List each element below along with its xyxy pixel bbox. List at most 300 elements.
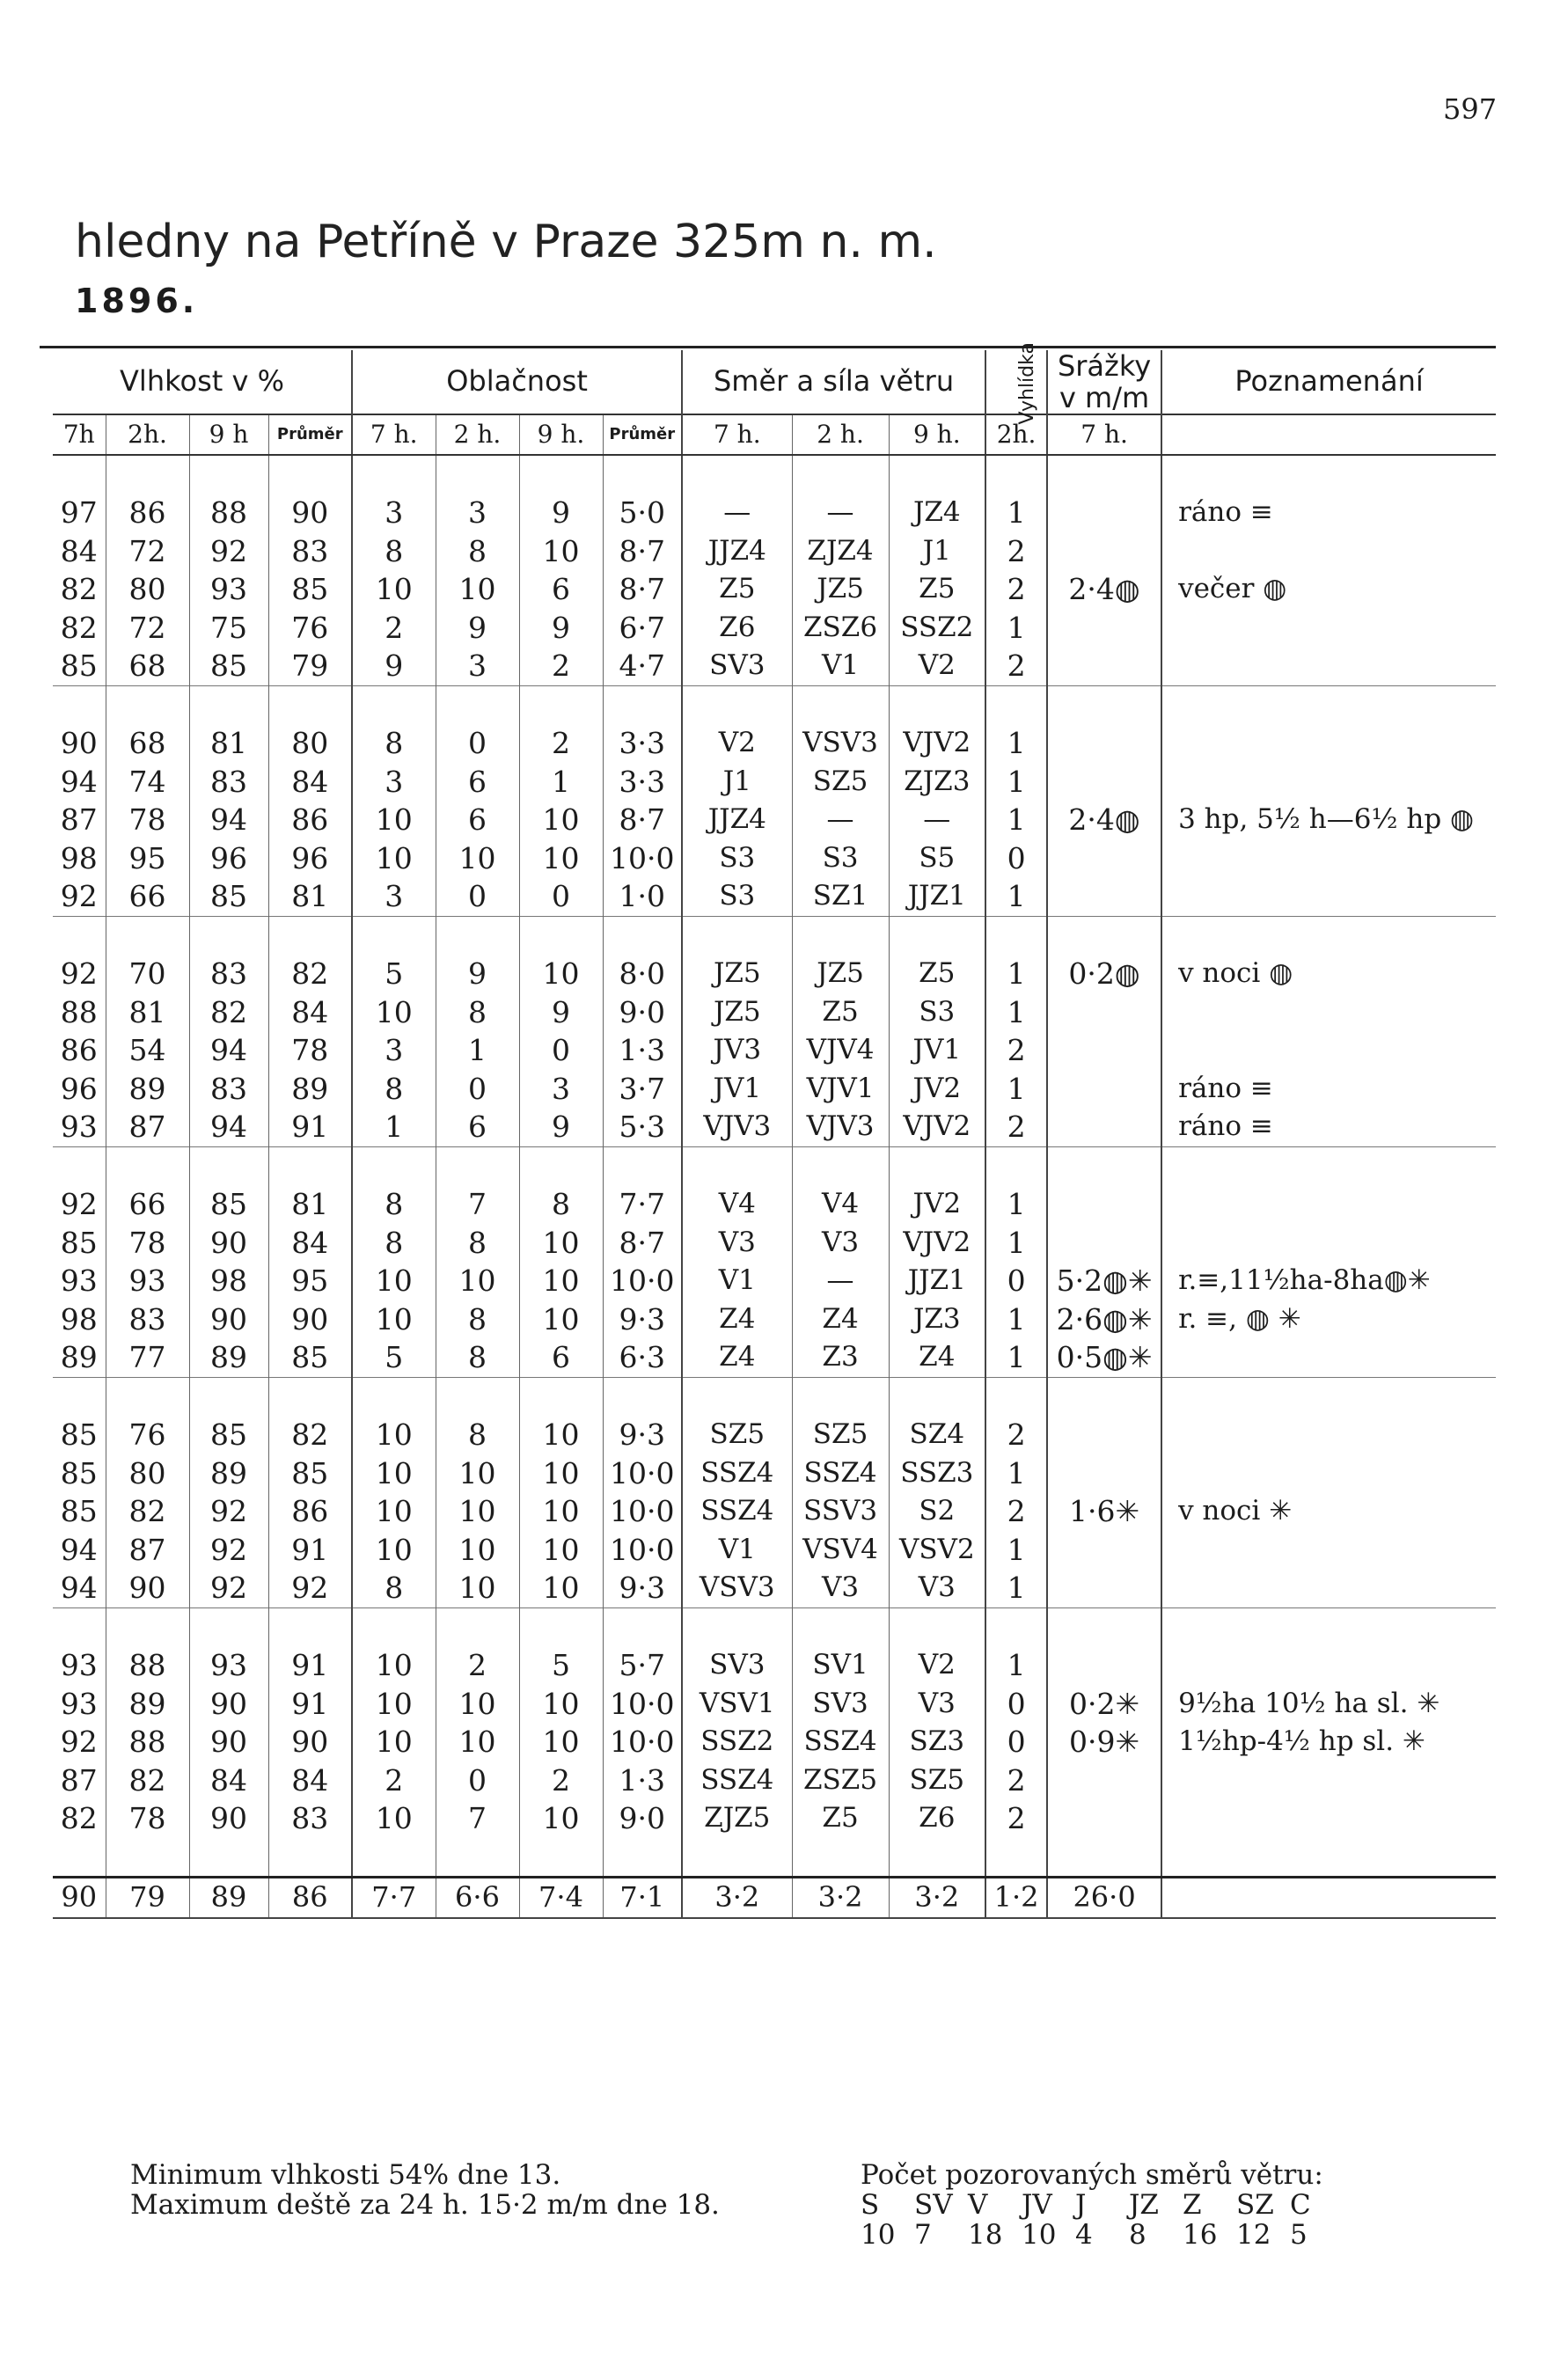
spacer-cell: [268, 1377, 352, 1416]
table-cell: Z4: [682, 1338, 792, 1377]
spacer-cell: [106, 455, 189, 494]
sub-c-avg: Průměr: [603, 414, 682, 455]
table-cell: Z4: [682, 1300, 792, 1339]
table-cell: Z6: [889, 1799, 985, 1838]
table-cell: 0·9✳: [1047, 1723, 1161, 1761]
spacer-cell: [519, 916, 603, 955]
table-cell: 0: [985, 1685, 1047, 1724]
spacer-row: [53, 1377, 1496, 1416]
spacer-cell: [985, 455, 1047, 494]
spacer-cell: [603, 1377, 682, 1416]
table-cell: 9: [519, 494, 603, 532]
table-cell: V2: [682, 724, 792, 763]
table-cell: V2: [889, 647, 985, 685]
table-cell: SV3: [682, 1646, 792, 1685]
table-cell: 1·3: [603, 1761, 682, 1800]
wind-direction-labels: [861, 2190, 1344, 2220]
spacer-cell: [519, 1377, 603, 1416]
table-cell: —: [792, 494, 889, 532]
day-row: [53, 1108, 1496, 1146]
spacer-cell: [53, 1838, 106, 1878]
humidity-header: Vlhkost v %: [53, 350, 352, 414]
table-cell: VJV2: [889, 724, 985, 763]
table-cell: 68: [106, 724, 189, 763]
day-row: [53, 1799, 1496, 1838]
table-cell: 10·0: [603, 1492, 682, 1531]
table-cell: 3·7: [603, 1070, 682, 1109]
table-cell: 1·0: [603, 877, 682, 916]
table-cell: 9·3: [603, 1569, 682, 1607]
table-cell: 94: [189, 1108, 268, 1146]
spacer-cell: [889, 916, 985, 955]
table-cell: 82: [53, 1799, 106, 1838]
spacer-cell: [985, 685, 1047, 724]
table-cell: 1: [985, 494, 1047, 532]
table-cell: 91: [268, 1685, 352, 1724]
table-cell: [1161, 1185, 1496, 1224]
table-cell: 5·7: [603, 1646, 682, 1685]
table-cell: ZJZ3: [889, 763, 985, 802]
spacer-cell: [682, 1607, 792, 1646]
table-cell: 86: [268, 1492, 352, 1531]
table-cell: 7: [436, 1185, 519, 1224]
table-cell: 10: [352, 993, 436, 1032]
table-cell: 10·0: [603, 1262, 682, 1300]
table-cell: V3: [682, 1224, 792, 1263]
table-cell: S3: [682, 839, 792, 878]
table-cell: 10: [436, 1454, 519, 1493]
table-cell: 76: [106, 1416, 189, 1454]
wind-direction-label: SZ: [1236, 2189, 1274, 2221]
table-cell: 7: [436, 1799, 519, 1838]
cloudiness-header: Oblačnost: [352, 350, 682, 414]
table-cell: 6: [436, 1108, 519, 1146]
table-cell: V3: [792, 1224, 889, 1263]
table-cell: V4: [792, 1185, 889, 1224]
table-cell: 2: [985, 1108, 1047, 1146]
table-cell: 85: [53, 1454, 106, 1493]
table-cell: 5·0: [603, 494, 682, 532]
table-cell: 10: [436, 1531, 519, 1570]
page-number: 597: [1443, 92, 1498, 126]
table-cell: 81: [268, 1185, 352, 1224]
table-cell: 9: [519, 609, 603, 648]
spacer-cell: [603, 1607, 682, 1646]
spacer-cell: [985, 1838, 1047, 1878]
day-row: [53, 839, 1496, 878]
table-cell: [1161, 877, 1496, 916]
day-row: [53, 1070, 1496, 1109]
table-cell: 89: [189, 1454, 268, 1493]
table-cell: 78: [106, 1224, 189, 1263]
sub-h-avg: Průměr: [268, 414, 352, 455]
spacer-cell: [53, 1146, 106, 1185]
table-cell: ZSZ6: [792, 609, 889, 648]
table-cell: 5·2◍✳: [1047, 1262, 1161, 1300]
spacer-cell: [889, 1377, 985, 1416]
table-cell: 10: [352, 1262, 436, 1300]
day-row: [53, 1454, 1496, 1493]
table-cell: JZ5: [682, 993, 792, 1032]
table-cell: 89: [189, 1338, 268, 1377]
table-cell: 90: [189, 1685, 268, 1724]
table-cell: SSZ2: [682, 1723, 792, 1761]
spacer-cell: [682, 685, 792, 724]
table-cell: 2: [985, 1492, 1047, 1531]
table-cell: SZ5: [792, 1416, 889, 1454]
spacer-cell: [189, 1838, 268, 1878]
table-cell: SSV3: [792, 1492, 889, 1531]
table-cell: SZ5: [792, 763, 889, 802]
total-cell: 1·2: [985, 1878, 1047, 1918]
table-cell: [1047, 609, 1161, 648]
total-cell: 89: [189, 1878, 268, 1918]
spacer-cell: [1161, 685, 1496, 724]
wind-direction-label: JV: [1022, 2189, 1052, 2221]
sub-c-2: 2 h.: [436, 414, 519, 455]
table-cell: 93: [53, 1646, 106, 1685]
spacer-cell: [268, 1838, 352, 1878]
spacer-cell: [1047, 1146, 1161, 1185]
table-cell: 0: [519, 1031, 603, 1070]
table-cell: 2: [985, 1799, 1047, 1838]
table-cell: 98: [189, 1262, 268, 1300]
table-cell: ráno ≡: [1178, 1110, 1273, 1142]
spacer-cell: [603, 1146, 682, 1185]
table-cell: 3: [352, 877, 436, 916]
table-cell: VSV3: [682, 1569, 792, 1607]
spacer-cell: [519, 685, 603, 724]
spacer-cell: [1161, 1607, 1496, 1646]
table-cell: 80: [106, 570, 189, 609]
table-cell: 90: [189, 1224, 268, 1263]
table-cell: 0·2◍: [1047, 955, 1161, 993]
table-cell: J1: [889, 532, 985, 571]
spacer-cell: [106, 1838, 189, 1878]
table-cell: [1161, 1454, 1496, 1493]
subheader-row: [53, 414, 1496, 455]
spacer-cell: [53, 1377, 106, 1416]
table-cell: 8: [352, 724, 436, 763]
table-cell: 10: [352, 1685, 436, 1724]
table-cell: [1047, 1031, 1161, 1070]
table-cell: SZ1: [792, 877, 889, 916]
spacer-cell: [1047, 1838, 1161, 1878]
observation-table-wrap: [53, 342, 1496, 1919]
table-cell: 10: [352, 570, 436, 609]
table-cell: 91: [268, 1646, 352, 1685]
table-cell: ZJZ4: [792, 532, 889, 571]
spacer-cell: [519, 455, 603, 494]
table-cell: [1047, 1070, 1161, 1109]
table-cell: 84: [268, 763, 352, 802]
table-cell: 1: [985, 1338, 1047, 1377]
spacer-cell: [352, 1146, 436, 1185]
spacer-cell: [519, 1146, 603, 1185]
spacer-cell: [603, 1838, 682, 1878]
wind-direction-label: SV: [914, 2189, 953, 2221]
table-cell: 9·3: [603, 1300, 682, 1339]
spacer-cell: [189, 1377, 268, 1416]
table-cell: 89: [106, 1685, 189, 1724]
spacer-row: [53, 1146, 1496, 1185]
table-cell: 9: [352, 647, 436, 685]
table-cell: [1161, 1799, 1496, 1838]
visibility-header: [985, 342, 1047, 425]
table-cell: [1161, 763, 1496, 802]
table-cell: JZ4: [889, 494, 985, 532]
table-cell: 8·7: [603, 532, 682, 571]
table-cell: 88: [106, 1723, 189, 1761]
table-cell: S3: [792, 839, 889, 878]
spacer-cell: [189, 916, 268, 955]
table-cell: ráno ≡: [1178, 1072, 1273, 1104]
table-cell: [1047, 1224, 1161, 1263]
spacer-cell: [682, 455, 792, 494]
table-cell: V3: [889, 1569, 985, 1607]
spacer-cell: [1161, 1146, 1496, 1185]
table-cell: 72: [106, 532, 189, 571]
table-cell: [1047, 724, 1161, 763]
table-cell: SV3: [682, 647, 792, 685]
table-cell: 82: [53, 570, 106, 609]
spacer-cell: [106, 1377, 189, 1416]
table-cell: 92: [53, 955, 106, 993]
total-cell: 7·4: [519, 1878, 603, 1918]
table-cell: 8·7: [603, 570, 682, 609]
table-cell: [1161, 647, 1496, 685]
table-cell: Z4: [792, 1300, 889, 1339]
table-cell: JV2: [889, 1185, 985, 1224]
table-cell: 75: [189, 609, 268, 648]
table-cell: 92: [53, 877, 106, 916]
sub-h-2: 2h.: [106, 414, 189, 455]
table-cell: 10: [519, 1723, 603, 1761]
spacer-cell: [189, 1607, 268, 1646]
day-row: [53, 1492, 1496, 1531]
table-cell: 10·0: [603, 1454, 682, 1493]
table-cell: 10: [436, 839, 519, 878]
table-cell: 80: [106, 1454, 189, 1493]
table-cell: 90: [53, 724, 106, 763]
table-cell: 54: [106, 1031, 189, 1070]
year-heading: 1896.: [75, 282, 199, 320]
table-cell: 5: [519, 1646, 603, 1685]
table-cell: 10: [519, 1262, 603, 1300]
table-cell: 90: [189, 1300, 268, 1339]
spacer-cell: [189, 685, 268, 724]
table-cell: 5·3: [603, 1108, 682, 1146]
day-row: [53, 609, 1496, 648]
table-cell: 9: [519, 1108, 603, 1146]
table-cell: S2: [889, 1492, 985, 1531]
spacer-cell: [603, 685, 682, 724]
table-cell: v noci ◍: [1178, 957, 1293, 989]
spacer-cell: [792, 916, 889, 955]
spacer-cell: [1161, 1377, 1496, 1416]
spacer-cell: [682, 1146, 792, 1185]
table-cell: 93: [53, 1108, 106, 1146]
table-cell: [1161, 1569, 1496, 1607]
wind-direction-label: V: [968, 2189, 988, 2221]
table-cell: 0: [985, 1262, 1047, 1300]
spacer-row: [53, 685, 1496, 724]
table-cell: 2·6◍✳: [1047, 1300, 1161, 1339]
table-cell: JJZ1: [889, 877, 985, 916]
table-cell: 95: [106, 839, 189, 878]
spacer-cell: [889, 1146, 985, 1185]
table-cell: 83: [268, 1799, 352, 1838]
spacer-cell: [352, 685, 436, 724]
table-cell: 77: [106, 1338, 189, 1377]
day-row: [53, 1569, 1496, 1607]
table-cell: 10: [436, 1492, 519, 1531]
table-cell: 93: [53, 1262, 106, 1300]
spacer-cell: [268, 685, 352, 724]
table-cell: 8: [436, 532, 519, 571]
table-cell: 10·0: [603, 1531, 682, 1570]
table-cell: 92: [189, 532, 268, 571]
table-cell: 92: [53, 1723, 106, 1761]
table-cell: 1: [985, 801, 1047, 839]
spacer-cell: [1047, 455, 1161, 494]
table-cell: 85: [268, 570, 352, 609]
table-cell: 91: [268, 1108, 352, 1146]
spacer-cell: [268, 1607, 352, 1646]
table-cell: JZ5: [792, 955, 889, 993]
spacer-cell: [1047, 916, 1161, 955]
table-cell: 6: [519, 1338, 603, 1377]
spacer-row: [53, 1607, 1496, 1646]
table-cell: 9: [519, 993, 603, 1032]
day-row: [53, 1185, 1496, 1224]
totals-row: [53, 1878, 1496, 1918]
table-cell: 0: [985, 1723, 1047, 1761]
table-cell: VSV3: [792, 724, 889, 763]
spacer-cell: [352, 916, 436, 955]
table-cell: —: [792, 801, 889, 839]
wind-direction-count: 8: [1129, 2219, 1146, 2251]
table-cell: S3: [889, 993, 985, 1032]
spacer-cell: [1161, 455, 1496, 494]
table-cell: 92: [189, 1492, 268, 1531]
day-row: [53, 801, 1496, 839]
wind-direction-label: Z: [1183, 2189, 1202, 2221]
table-cell: 85: [53, 1492, 106, 1531]
sub-vis: 2h.: [985, 414, 1047, 455]
table-cell: —: [889, 801, 985, 839]
table-cell: 88: [189, 494, 268, 532]
observation-table: [53, 342, 1496, 1919]
spacer-cell: [1047, 685, 1161, 724]
wind-direction-count: 16: [1183, 2219, 1218, 2251]
spacer-cell: [792, 1146, 889, 1185]
spacer-cell: [792, 1377, 889, 1416]
table-cell: 2: [436, 1646, 519, 1685]
spacer-cell: [792, 455, 889, 494]
spacer-cell: [189, 455, 268, 494]
table-cell: 1: [985, 1454, 1047, 1493]
spacer-cell: [792, 685, 889, 724]
table-cell: 78: [106, 1799, 189, 1838]
table-cell: 10: [352, 1416, 436, 1454]
wind-direction-label: JZ: [1129, 2189, 1159, 2221]
table-cell: 0·2✳: [1047, 1685, 1161, 1724]
table-cell: 10: [519, 1531, 603, 1570]
table-cell: 85: [189, 1185, 268, 1224]
day-row: [53, 877, 1496, 916]
spacer-cell: [682, 1838, 792, 1878]
table-cell: 1: [985, 1531, 1047, 1570]
day-row: [53, 1723, 1496, 1761]
table-cell: 3: [436, 494, 519, 532]
table-cell: JJZ4: [682, 532, 792, 571]
table-cell: 84: [268, 1224, 352, 1263]
table-cell: 72: [106, 609, 189, 648]
spacer-row: [53, 916, 1496, 955]
table-cell: 8·7: [603, 801, 682, 839]
spacer-cell: [268, 1146, 352, 1185]
spacer-cell: [436, 455, 519, 494]
table-cell: SSZ4: [792, 1454, 889, 1493]
table-cell: SSZ2: [889, 609, 985, 648]
table-cell: 90: [268, 1300, 352, 1339]
table-cell: 10: [519, 1300, 603, 1339]
table-cell: 80: [268, 724, 352, 763]
spacer-cell: [436, 1377, 519, 1416]
table-cell: 10: [436, 1685, 519, 1724]
table-cell: 86: [53, 1031, 106, 1070]
table-cell: 8: [519, 1185, 603, 1224]
table-cell: VSV2: [889, 1531, 985, 1570]
table-cell: 10·0: [603, 1685, 682, 1724]
table-cell: 86: [106, 494, 189, 532]
table-cell: 90: [268, 494, 352, 532]
table-cell: J1: [682, 763, 792, 802]
table-cell: 85: [189, 647, 268, 685]
table-cell: 66: [106, 877, 189, 916]
spacer-cell: [436, 1607, 519, 1646]
table-cell: 95: [268, 1262, 352, 1300]
table-cell: VJV4: [792, 1031, 889, 1070]
table-cell: [1047, 1646, 1161, 1685]
table-cell: 90: [106, 1569, 189, 1607]
table-cell: 93: [53, 1685, 106, 1724]
table-cell: Z5: [792, 1799, 889, 1838]
table-cell: 3: [352, 494, 436, 532]
spacer-cell: [436, 1146, 519, 1185]
table-cell: 87: [106, 1531, 189, 1570]
table-cell: 92: [268, 1569, 352, 1607]
table-cell: 94: [189, 1031, 268, 1070]
table-cell: 0: [436, 1761, 519, 1800]
table-cell: [1047, 532, 1161, 571]
spacer-cell: [1047, 1607, 1161, 1646]
table-cell: 2: [985, 532, 1047, 571]
table-cell: 1: [985, 724, 1047, 763]
table-cell: 82: [268, 955, 352, 993]
total-cell: 26·0: [1047, 1878, 1161, 1918]
spacer-cell: [352, 455, 436, 494]
table-cell: VJV3: [792, 1108, 889, 1146]
table-cell: 90: [189, 1723, 268, 1761]
table-cell: 82: [53, 609, 106, 648]
table-cell: [1047, 1108, 1161, 1146]
table-cell: JV3: [682, 1031, 792, 1070]
table-cell: 8: [436, 1338, 519, 1377]
day-row: [53, 763, 1496, 802]
spacer-cell: [53, 685, 106, 724]
